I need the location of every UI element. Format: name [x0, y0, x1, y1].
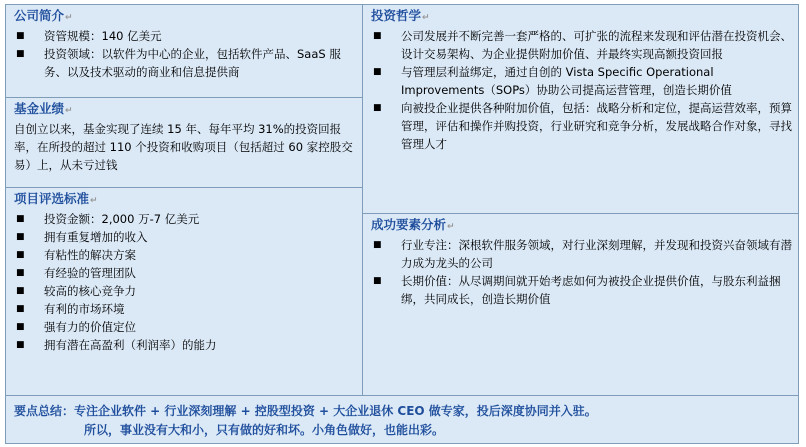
success-factors-section — [363, 214, 798, 395]
investment-philosophy-list — [371, 27, 792, 153]
summary-line-1: 要点总结：专注企业软件 + 行业深刻理解 + 控股型投资 + 大企业退休 CEO 做专家，投后深度协同并入驻。 — [14, 404, 597, 418]
key-summary — [6, 395, 798, 443]
summary-line-2: 所以，事业没有大和小，只有做的好和坏。小角色做好，也能出彩。 — [84, 423, 445, 437]
fund-performance-section — [6, 98, 362, 188]
list-item: ■ 较高的核心竞争力 — [14, 282, 356, 300]
list-item: ■ 拥有重复增加的收入 — [14, 228, 356, 246]
list-item: ■ 投资领域：以软件为中心的企业，包括软件产品、SaaS 服务、以及技术驱动的商业和信息提供商 — [14, 45, 356, 81]
investment-philosophy-section — [363, 5, 798, 214]
list-item: ■ 有利的市场环境 — [14, 300, 356, 318]
right-column — [363, 5, 798, 395]
selection-criteria-list — [14, 210, 356, 354]
content-table — [5, 4, 799, 444]
list-item: ■ 拥有潜在高盈利（利润率）的能力 — [14, 336, 356, 354]
company-overview-title: 公司简介↵ — [14, 8, 73, 23]
fund-performance-title: 基金业绩↵ — [14, 101, 73, 116]
list-item: ■ 有经验的管理团队 — [14, 264, 356, 282]
left-column — [6, 5, 363, 395]
investment-philosophy-title: 投资哲学↵ — [371, 8, 430, 23]
success-factors-list — [371, 236, 792, 308]
list-item: ■ 与管理层利益绑定，通过自创的 Vista Specific Operational Improvements（SOPs）协助公司提高运营管理，创造长期价值 — [371, 63, 792, 99]
list-item: ■ 长期价值：从尽调期间就开始考虑如何为被投企业提供价值，与股东利益捆绑，共同成长，创造长期价值 — [371, 272, 792, 308]
list-item: ■ 行业专注：深根软件服务领域，对行业深刻理解，并发现和投资兴奋领域有潜力成为龙头的公司 — [371, 236, 792, 272]
list-item: ■ 投资金额：2,000 万-7 亿美元 — [14, 210, 356, 228]
selection-criteria-section — [6, 188, 362, 395]
list-item: ■ 向被投企业提供各种附加价值，包括：战略分析和定位，提高运营效率，预算管理，评估和操作并购投资，行业研究和竞争分析，发展战略合作对象，寻找管理人才 — [371, 99, 792, 153]
company-overview-list — [14, 27, 356, 81]
selection-criteria-title: 项目评选标准↵ — [14, 191, 98, 206]
list-item: ■ 资管规模：140 亿美元 — [14, 27, 356, 45]
list-item: ■ 公司发展并不断完善一套严格的、可扩张的流程来发现和评估潜在投资机会、设计交易架构、为企业提供附加价值、并最终实现高额投资回报 — [371, 27, 792, 63]
list-item: ■ 强有力的价值定位 — [14, 318, 356, 336]
fund-performance-text: 自创立以来，基金实现了连续 15 年、每年平均 31%的投资回报率，在所投的超过 110 个投资和收购项目（包括超过 60 家控股交易）上，从未亏过钱 — [14, 122, 353, 172]
success-factors-title: 成功要素分析↵ — [371, 217, 455, 232]
company-overview-section — [6, 5, 362, 98]
list-item: ■ 有粘性的解决方案 — [14, 246, 356, 264]
